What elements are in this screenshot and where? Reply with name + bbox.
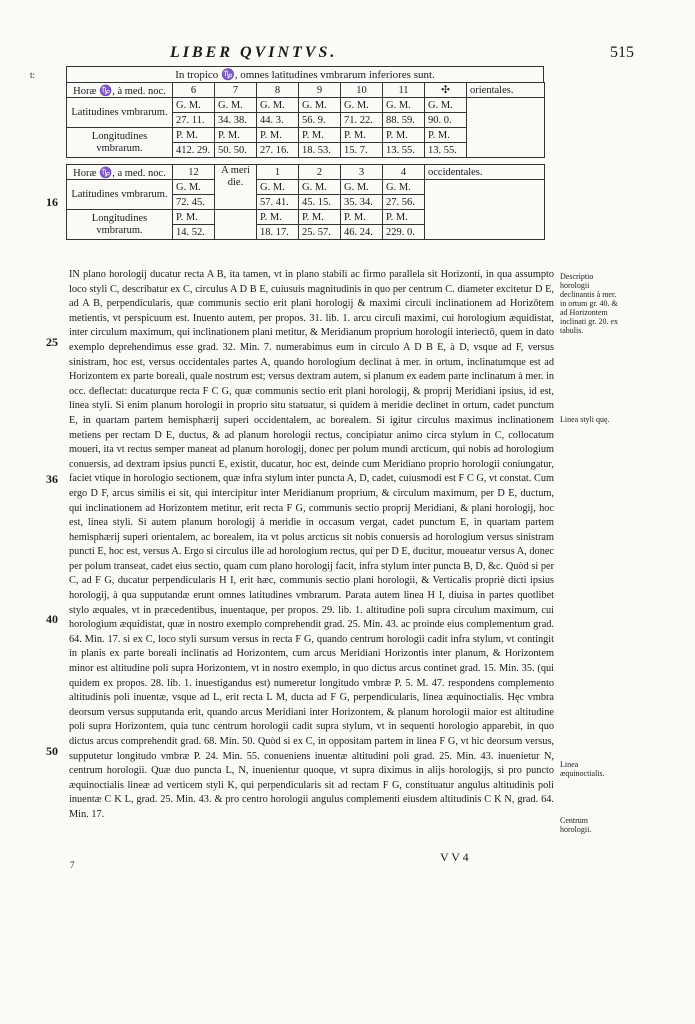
- running-head-title: LIBER QVINTVS.: [170, 44, 338, 61]
- table-cell: 9: [299, 83, 341, 98]
- page-number: 515: [610, 44, 634, 61]
- table-cell: G. M.: [383, 98, 425, 113]
- body-text: [69, 268, 554, 823]
- table-row: [67, 83, 545, 98]
- table-cell: P. M.: [173, 128, 215, 143]
- table-cell: 412. 29.: [173, 143, 215, 158]
- table-cell: 25. 57.: [299, 225, 341, 240]
- margin-note: Linea æquinoctialis.: [560, 760, 605, 778]
- table-cell: 15. 7.: [341, 143, 383, 158]
- table-row: [67, 98, 545, 113]
- table-cell: Horæ ♑, à med. noc.: [67, 83, 173, 98]
- table-cell: [215, 210, 257, 240]
- table-cell: G. M.: [425, 98, 467, 113]
- table-cell: P. M.: [383, 128, 425, 143]
- margin-note: Descriptio horologii declinantis à mer. in ortum gr. 40. & ad Horizontem inclinati gr. 20. ex tabulis.: [560, 272, 618, 335]
- table-cell: G. M.: [341, 98, 383, 113]
- table-cell: 27. 56.: [383, 195, 425, 210]
- table-row: [67, 180, 545, 195]
- table-cell: Latitudines vmbrarum.: [67, 180, 173, 210]
- table-cell: Latitudines vmbrarum.: [67, 98, 173, 128]
- table-cell: 3: [341, 165, 383, 180]
- table-cell: G. M.: [341, 180, 383, 195]
- table-cell: 46. 24.: [341, 225, 383, 240]
- table-cell: P. M.: [299, 210, 341, 225]
- table-cell: 50. 50.: [215, 143, 257, 158]
- table-cell: P. M.: [257, 210, 299, 225]
- table-cell: 229. 0.: [383, 225, 425, 240]
- table-cell: 10: [341, 83, 383, 98]
- table-cell: P. M.: [215, 128, 257, 143]
- table-cell: 14. 52.: [173, 225, 215, 240]
- table-row: [67, 165, 545, 180]
- body-paragraph: IN plano horologij ducatur recta A B, ita tamen, vt in plano stabili ac firmo parallela sit Horizonti, in qua assumpto loco styli C, describatur ex C, circulus A D B E, cuiusuis magnitudinis in quo per centrum C. diameter excitetur D E, ad A B, perpendicularis, quæ communis sectio erit plani horologij & maximi circuli inclinationem ad Horizōtem metientis, vt perspicuum est. Inuento autem, per propos. 31. lib. 1. arcu circuli maximi, cui horologium æquidistat, inter circulum maximum, qui inclinationem plani metitur, & Meridianum proprium horologii interiectō, quem in dato exemplo deprehendimus esse grad. 32. Min. 7. numerabimus eum in circulo A D B E, à D, vsque ad F, versus sinistram, hoc est, versus occidentales partes A, quando horologium declinat à mer. in ortum, inclinatumque est ad Horizontem ex parte boreali, quale nostrum est; versus dextram autem, si planum ex eadem parte inclinatum à mer. in occ. deflectat: ducaturque recta F C G, quæ communis sectio erit plani horologij, & proprij Meridiani ipsius, id est, linea styli. Si enim planum horologii in proprio situ statuatur, si quidem à meridie declinet in ortum, cadet punctum E, in quartam partem hemisphærij superi occidentalem, ac borealem. Si igitur circulus maximus inclinationem metiens per rectam D E, ductus, & ad planum horologii rectus, concipiatur animo circa stylum in C, collocatum moueri, ita vt rectus semper maneat ad planum horologij, donec per polum mundi arcticum, qui nobis ad horologium conuersis, ad dextram ipsius puncti E, existit, ducatur, hoc est, deinde cum Meridiano proprio horologii coniungatur, faciet vtique in horologio sectionem, quæ infra stylum inter puncta A, D, cadet, cuiusmodi est F C G, vt constat. Cum ergo D F, arcus similis ei sit, qui intercipitur inter Meridianum proprium, & circulum maximum, per D E, ductum, qui inclinationem ad Horizontem metitur, erit recta F G, communis sectio proprij Meridiani, & plani horologij, hoc est, linea styli. Si autem planum horologij à meridie in occasum vergat, cadet punctum E, in quartam partem hemisphærij superi orientalem, ac borealem, ita vt polus arcticus sit nobis conuersis ad horologium versus sinistram puncti E, hoc est, versus A. Ergo si circulus ille ad horologium rectus, qui per D E, ducitur, moueatur versus A, donec per polum transeat, cadet eius sectio, quam cum plano horologij facit, infra stylum inter puncta B, D, &c. Quòd si per C, ad F G, ducatur perpendicularis H I, erit hæc, communis sectio plani horologii, & Verticalis propriè dicti ipsius horologij, à qua supputandæ erunt omnes latitudines vmbrarum. Parata autem linea H I, diuisa in partes quotlibet stylo æquales, vt in præcedentibus, inuentaque, per propos. 29. lib. 1. altitudine poli supra circulum maximum, cui horologium æquidistat, quæ in nostro exemplo comprehendit grad. 25. Min. 43. ac proinde eius complementum grad. 64. Min. 17. si ex C, loco styli sursum versus in recta F G, quando centrum horologii cadit infra stylum, vt contingit in planis ex parte boreali inclinatis ad Horizontem, cum arcus Meridiani Horizontis inter planum, & Horizontem minor est altitudine poli supra Horizontem, vt in nostro exemplo, in quo dictus arcus continet grad. 15. Min. 35. (qui quidem ex propos. 28. lib. 1. inuestigandus est) numeretur longitudo vmbræ P. 5. M. 47. respondens complemento altitudinis poli inuentæ, vsque ad L, erit recta L M, ducta ad F G, perpendicularis, linea æquinoctialis. Hęc vmbra deorsum versus supputanda erit, quando arcus Meridiani inter Horizontem, & planum horologii maior est altitudine poli supra Horizontem, quia tunc centrum horologii cadit supra stylum, vt in sequenti horologio apparebit, in quo dictus arcus comprehendit grad. 68. Min. 50. Quòd si ex C, in oppositam partem in linea F G, vt hic deorsum versus, supputetur longitudo vmbræ P. 24. Min. 55. conueniens inuentæ altitudini poli grad. 25. Min. 43. inuenietur N, centrum horologii. Quæ duo puncta L, N, inuenientur quoque, vt supra diximus in alijs horologijs, si pro puncto æquinoctialis lineæ ad verticem styli K, qui perpendicularis sit ad rectam F G, constituatur angulus altitudinis poli inuentæ C K L, grad. 25. Min. 43. & pro centro horologii angulus complementi eiusdem altitudinis C K N, grad. 64. Min. 17.: [69, 269, 554, 820]
- table-cell: 90. 0.: [425, 113, 467, 128]
- signature-mark: V V 4: [440, 850, 469, 864]
- table-cell: 27. 16.: [257, 143, 299, 158]
- corner-mark: t:: [30, 70, 36, 80]
- table-cell: 7: [215, 83, 257, 98]
- table-cell: Horæ ♑, a med. noc.: [67, 165, 173, 180]
- margin-line-number: 16: [46, 195, 58, 209]
- table-cell: [425, 180, 545, 240]
- table-cell: 18. 53.: [299, 143, 341, 158]
- table-cell: G. M.: [383, 180, 425, 195]
- table-cell: 88. 59.: [383, 113, 425, 128]
- table-cell: 4: [383, 165, 425, 180]
- table-bottom: [66, 164, 545, 240]
- table-cell: 56. 9.: [299, 113, 341, 128]
- margin-note: Centrum horologii.: [560, 816, 592, 834]
- table-cell: P. M.: [425, 128, 467, 143]
- table-cell: 44. 3.: [257, 113, 299, 128]
- margin-line-number: 36: [46, 472, 58, 486]
- table-cell: [467, 98, 545, 158]
- table-cell: 34. 38.: [215, 113, 257, 128]
- table-cell: Longitudines vmbrarum.: [67, 128, 173, 158]
- margin-line-number: 40: [46, 612, 58, 626]
- table-cell: 27. 11.: [173, 113, 215, 128]
- table-cell: 12: [173, 165, 215, 180]
- table-cell: 8: [257, 83, 299, 98]
- table-cell: orientales.: [467, 83, 545, 98]
- table-cell: P. M.: [341, 210, 383, 225]
- table-cell: P. M.: [257, 128, 299, 143]
- table-cell: P. M.: [383, 210, 425, 225]
- margin-line-number: 50: [46, 744, 58, 758]
- shadow-table: [66, 66, 544, 240]
- table-cell: 13. 55.: [425, 143, 467, 158]
- table-cell: G. M.: [257, 180, 299, 195]
- table-caption: In tropico ♑, omnes latitudines vmbrarum inferiores sunt.: [66, 66, 544, 82]
- table-cell: 45. 15.: [299, 195, 341, 210]
- table-cell: P. M.: [299, 128, 341, 143]
- table-cell: 11: [383, 83, 425, 98]
- margin-line-number: 25: [46, 335, 58, 349]
- table-cell: G. M.: [173, 98, 215, 113]
- table-cell: 2: [299, 165, 341, 180]
- table-cell: 57. 41.: [257, 195, 299, 210]
- footer-left-mark: 7: [70, 860, 75, 870]
- table-cell: 18. 17.: [257, 225, 299, 240]
- table-cell: 71. 22.: [341, 113, 383, 128]
- table-cell: G. M.: [299, 98, 341, 113]
- table-cell: P. M.: [173, 210, 215, 225]
- table-cell: 35. 34.: [341, 195, 383, 210]
- table-cell: 72. 45.: [173, 195, 215, 210]
- table-cell: 13. 55.: [383, 143, 425, 158]
- table-cell: occidentales.: [425, 165, 545, 180]
- table-cell: Longitudines vmbrarum.: [67, 210, 173, 240]
- table-cell: G. M.: [173, 180, 215, 195]
- table-cell: G. M.: [257, 98, 299, 113]
- margin-note: Linea styli quę.: [560, 415, 610, 424]
- table-top: [66, 82, 545, 158]
- table-cell: G. M.: [215, 98, 257, 113]
- table-cell: P. M.: [341, 128, 383, 143]
- table-cell: A meri die.: [215, 165, 257, 210]
- table-cell: G. M.: [299, 180, 341, 195]
- table-cell: 6: [173, 83, 215, 98]
- table-cell: ✣: [425, 83, 467, 98]
- table-cell: 1: [257, 165, 299, 180]
